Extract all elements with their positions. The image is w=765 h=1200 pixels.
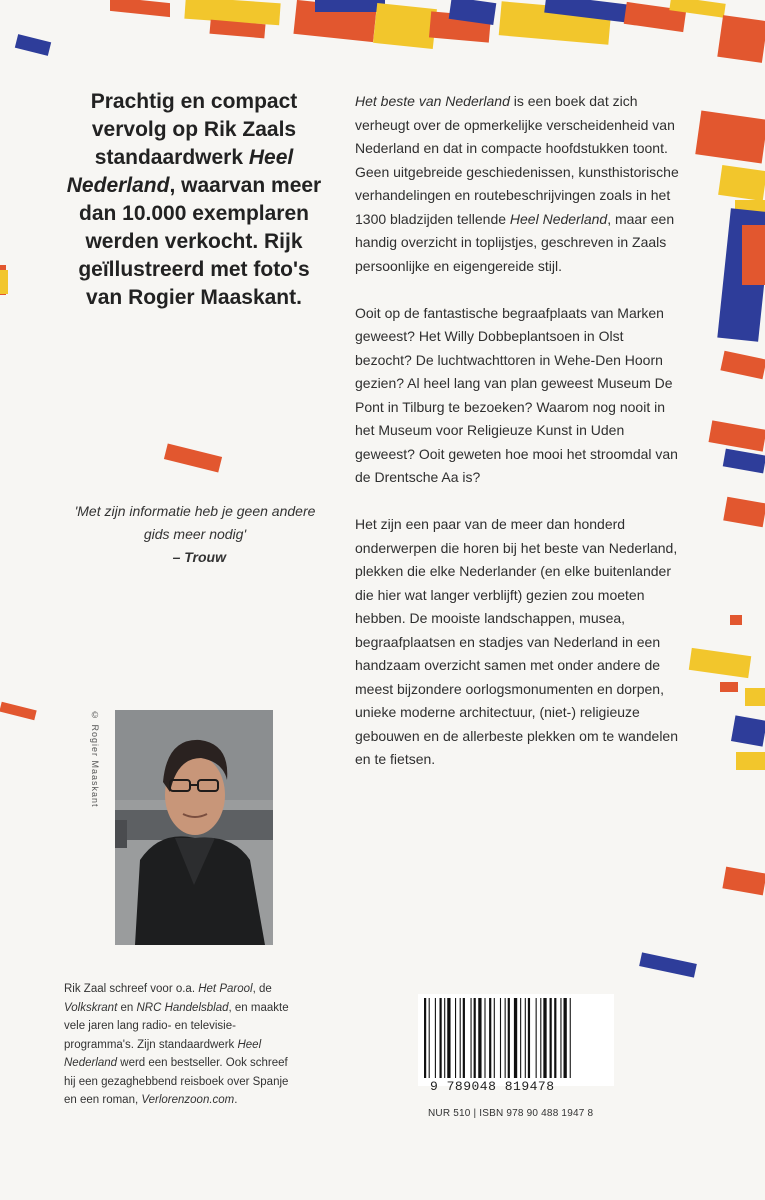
author-bio [64, 980, 294, 1110]
promo-blurb [64, 88, 324, 312]
decor-shape [722, 867, 765, 896]
author-photo [115, 710, 273, 945]
decor-shape [723, 497, 765, 528]
decor-shape [0, 270, 8, 294]
review-quote [62, 500, 328, 569]
decor-shape [639, 952, 697, 977]
bio-text: , en maakte vele jaren lang radio- en televisie-programma's. Zijn standaardwerk [64, 1001, 289, 1051]
decor-shape [720, 682, 738, 692]
decor-shape [745, 688, 765, 706]
description-book-title: Heel Nederland [509, 210, 608, 227]
description-paragraph: Ooit op de fantastische begraafplaats van Marken geweest? Het Willy Dobbeplantsoen in Olst bezocht? De luchtwachttoren in Wehe-Den Hoorn gezien? Al heel lang van plan geweest Museum De Pont in Tilburg te bezoeken? Waarom nog nooit in het Museum voor Religieuze Kunst in Uden geweest? Ooit geweten hoe mooi het stroomdal van de Drentsche Aa is? [355, 304, 678, 485]
decor-shape [720, 351, 765, 380]
quote-source: – Trouw [172, 549, 226, 565]
decor-shape [689, 648, 751, 678]
decor-shape [110, 0, 170, 17]
bio-text: . [234, 1094, 238, 1106]
decor-shape [731, 715, 765, 746]
blurb-text: Prachtig en compact vervolg op Rik Zaals standaardwerk [90, 90, 298, 169]
bio-italic: NRC Handelsblad [136, 1001, 229, 1014]
decor-shape [718, 165, 765, 201]
decor-shape [15, 34, 51, 56]
description-text: is een boek dat zich verheugt over de opmerkelijke verscheidenheid van Nederland en dat in compacte hoofdstukken toont. Geen uitgebreide geschiedenissen, kunsthistorische verhandelingen en routebeschrijvingen zoals in het 1300 bladzijden tellende [355, 93, 679, 227]
book-description [355, 90, 680, 795]
bio-italic: Volkskrant [64, 1001, 118, 1014]
decor-shape [742, 225, 765, 285]
blurb-text: , waarvan meer dan 10.000 exemplaren werden verkocht. Rijk geïllustreerd met foto's van Rogier Maaskant. [78, 174, 322, 309]
blurb-book-title: Heel Nederland [66, 146, 294, 197]
isbn-line: NUR 510 | ISBN 978 90 488 1947 8 [428, 1108, 594, 1119]
bio-text: werd een bestseller. Ook schreef hij een gezaghebbend reisboek over Spanje en een roman, [64, 1057, 289, 1106]
bio-text: en [117, 1001, 137, 1014]
description-paragraph [355, 90, 680, 278]
bio-italic: Het Parool [198, 983, 253, 995]
decor-shape [736, 752, 765, 770]
bio-text: , de [252, 983, 272, 995]
photo-credit: © Rogier Maaskant [90, 710, 100, 808]
decor-shape [164, 443, 222, 472]
decor-shape [709, 420, 765, 451]
decor-shape [373, 3, 437, 49]
description-paragraph: Het zijn een paar van de meer dan honderd onderwerpen die horen bij het beste van Nederland, plekken die elke Nederlander (en elke buitenlander die hier wat langer verblijft) gezien zou moeten hebben. De mooiste landschappen, musea, begraafplaatsen en stadjes van Nederland in een handzaam overzicht samen met onder andere de meest bijzondere oorlogsmonumenten en dorpen, unieke moderne architectuur, (niet-) religieuze gebouwen en de allerbeste plekken om te wandelen en te fietsen. [355, 516, 679, 767]
bio-text: Rik Zaal schreef voor o.a. [64, 983, 199, 995]
decor-shape [717, 15, 765, 63]
decor-shape [723, 449, 765, 474]
decor-shape [0, 702, 37, 720]
description-text: , maar een handig overzicht in toplijstjes, geschreven in Zaals persoonlijke en eigengereide stijl. [355, 210, 675, 274]
decor-shape [695, 111, 765, 164]
description-book-title: Het beste van Nederland [355, 93, 510, 109]
quote-text: 'Met zijn informatie heb je geen andere gids meer nodig' [74, 503, 316, 542]
barcode-number: 9 789048 819478 [430, 1079, 555, 1094]
bio-italic: Heel Nederland [64, 1038, 262, 1069]
decor-shape [730, 615, 742, 625]
bio-italic: Verlorenzoon.com [141, 1094, 235, 1106]
decor-shape [315, 0, 385, 12]
